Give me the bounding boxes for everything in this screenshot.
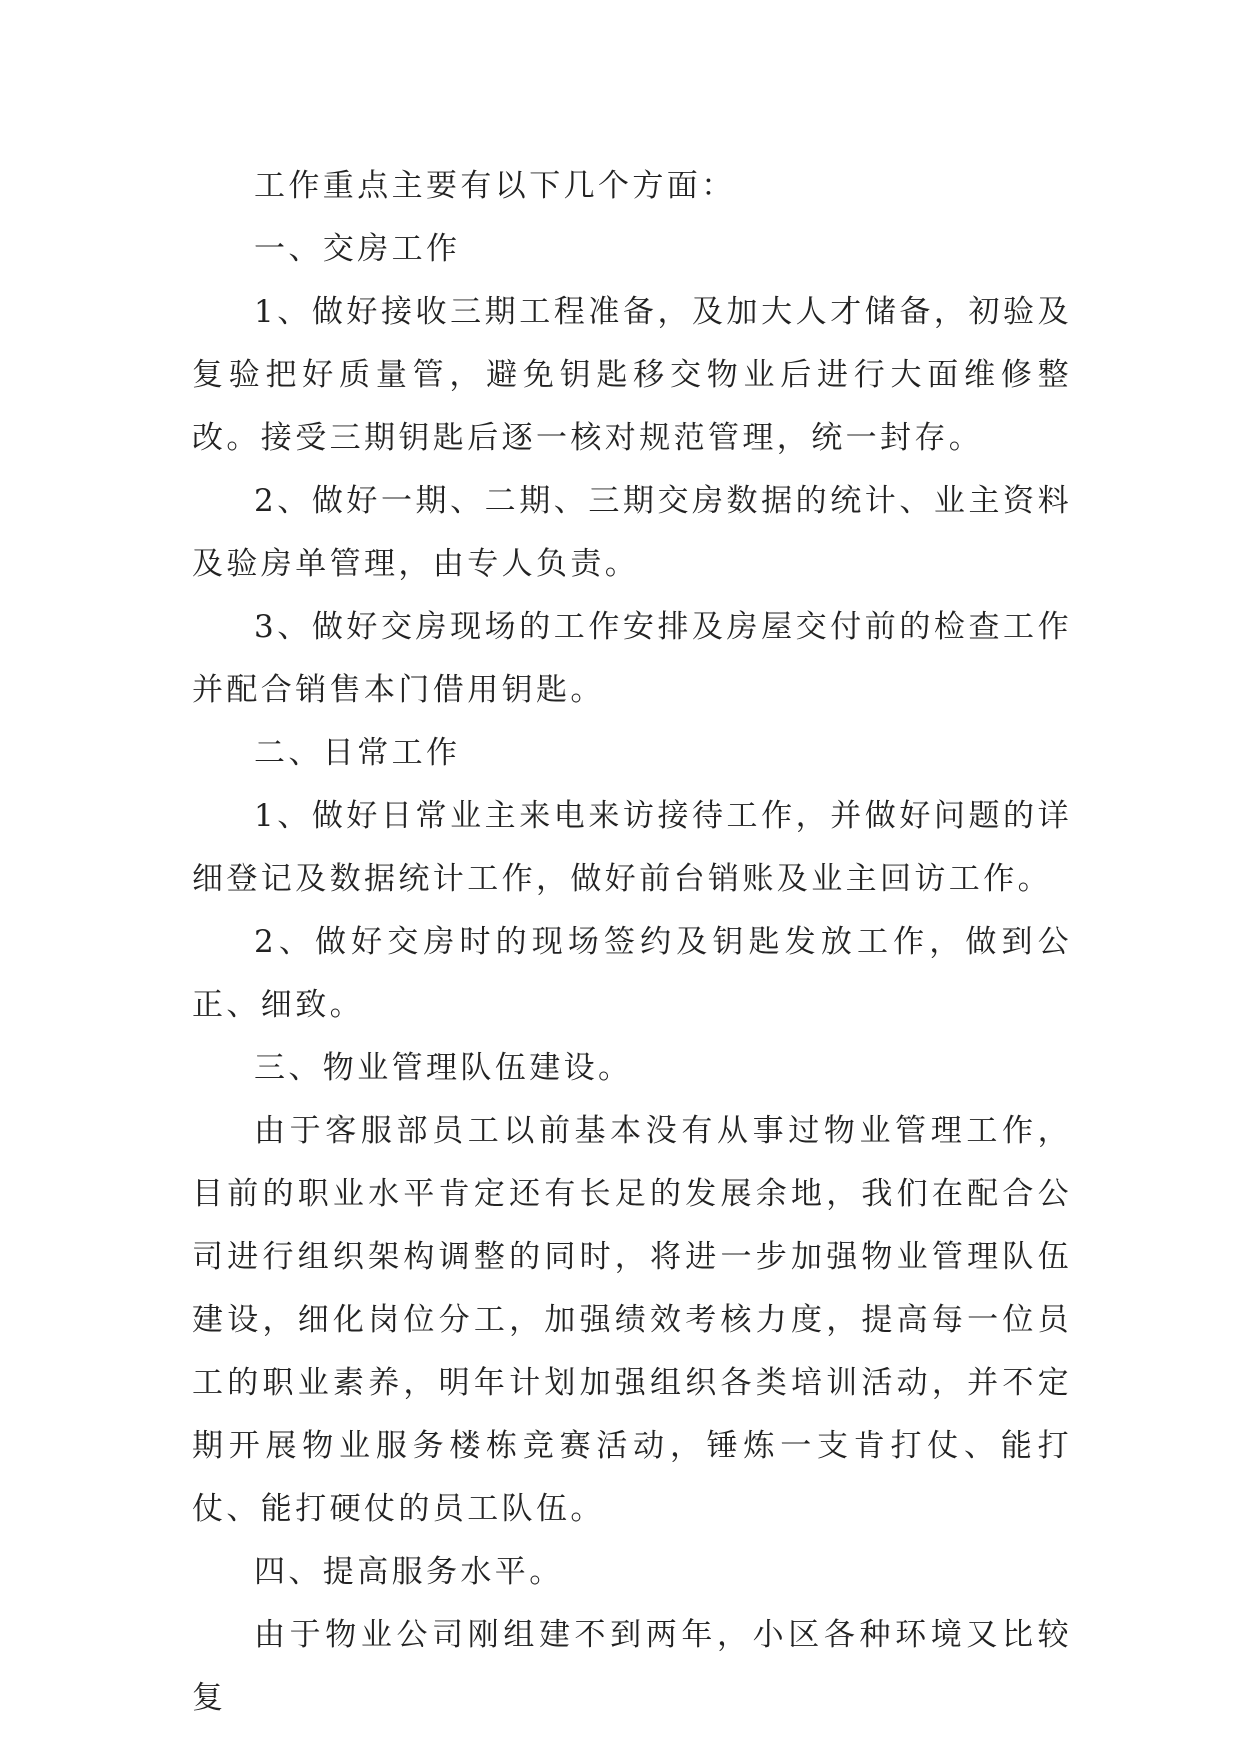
paragraph-team-building: 由于客服部员工以前基本没有从事过物业管理工作，目前的职业水平肯定还有长足的发展余地，我们在配合公司进行组织架构调整的同时，将进一步加强物业管理队伍建设，细化岗位分工，加强绩效考核力度，提高每一位员工的职业素养，明年计划加强组织各类培训活动，并不定期开展物业服务楼栋竞赛活动，锤炼一支肯打仗、能打仗、能打硬仗的员工队伍。 (192, 1113, 1072, 1527)
heading-daily-work: 二、日常工作 (254, 735, 461, 771)
heading-handover-work: 一、交房工作 (254, 231, 461, 267)
paragraph-daily-2: 2、做好交房时的现场签约及钥匙发放工作，做到公正、细致。 (192, 924, 1072, 1023)
paragraph-intro: 工作重点主要有以下几个方面： (254, 168, 736, 204)
paragraph-handover-2: 2、做好一期、二期、三期交房数据的统计、业主资料及验房单管理，由专人负责。 (192, 483, 1072, 582)
paragraph-daily-1: 1、做好日常业主来电来访接待工作，并做好问题的详细登记及数据统计工作，做好前台销账及业主回访工作。 (192, 798, 1072, 897)
paragraph-handover-1: 1、做好接收三期工程准备，及加大人才储备，初验及复验把好质量管，避免钥匙移交物业后进行大面维修整改。接受三期钥匙后逐一核对规范管理，统一封存。 (192, 294, 1072, 456)
heading-team-building: 三、物业管理队伍建设。 (254, 1050, 633, 1086)
paragraph-service-level: 由于物业公司刚组建不到两年，小区各种环境又比较复 (192, 1617, 1072, 1716)
heading-service-level: 四、提高服务水平。 (254, 1554, 564, 1590)
document-body (192, 155, 1072, 1730)
paragraph-handover-3: 3、做好交房现场的工作安排及房屋交付前的检查工作并配合销售本门借用钥匙。 (192, 609, 1072, 708)
